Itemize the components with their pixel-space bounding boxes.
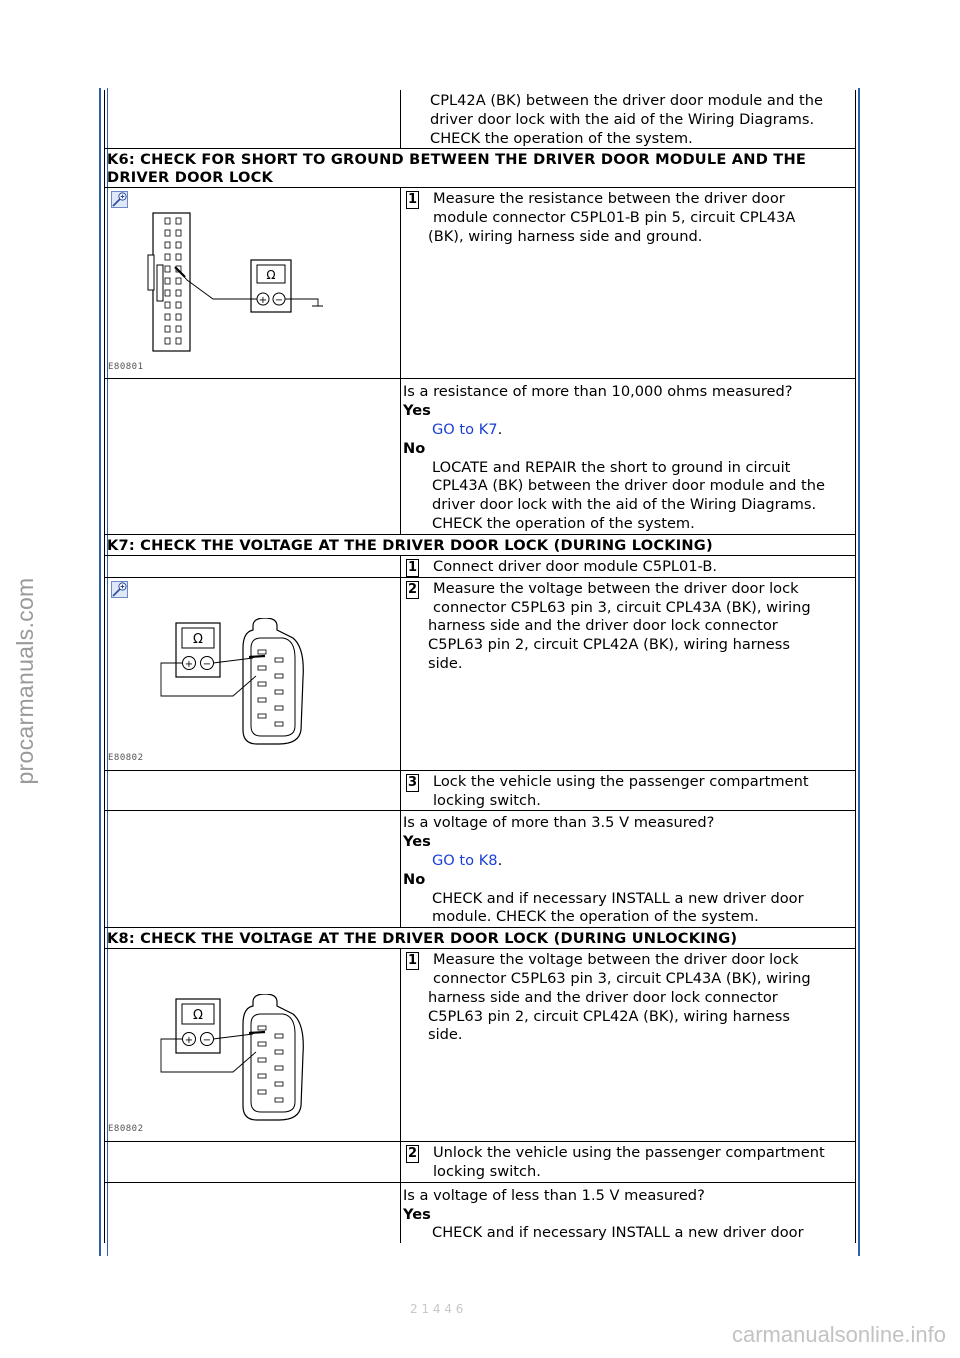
continued-text: CPL42A (BK) between the driver door module and the driver door lock with the aid of the Wiring Diagrams. CHECK the operation of the system. <box>430 92 823 147</box>
step-number: 2 <box>407 1146 418 1162</box>
k6-figure <box>105 188 401 378</box>
svg-text:Ω: Ω <box>193 1008 203 1024</box>
k6-step1-row <box>105 188 855 379</box>
side-watermark: procarmanuals.com <box>12 577 38 785</box>
k8-question-row <box>105 1183 855 1243</box>
k7-figure <box>105 578 401 770</box>
go-to-k7-link[interactable]: GO to K7 <box>432 420 498 438</box>
step-number: 3 <box>407 774 418 790</box>
bottom-watermark: carmanualsonline.info <box>731 1322 946 1347</box>
zoom-icon[interactable] <box>111 581 128 598</box>
step-number: 1 <box>407 953 418 969</box>
k8-step2-row <box>105 1142 855 1183</box>
connector-voltage-diagram <box>153 618 313 748</box>
svg-text:+: + <box>184 658 194 670</box>
k7-step2: 2 Measure the voltage between the driver door lock connector C5PL63 pin 3, circuit CPL43A (BK), wiring harness side and the driver door lock connector C5PL63 pin 2, circuit CPL42A (BK), wiring harness side. <box>407 579 811 672</box>
figure-id: E80802 <box>108 1124 144 1135</box>
k6-question-row <box>105 379 855 534</box>
zoom-icon[interactable] <box>111 191 128 208</box>
frame-line-right <box>858 88 860 1256</box>
svg-text:−: − <box>274 295 284 307</box>
figure-id: E80801 <box>108 361 144 372</box>
k6-step1: 1 Measure the resistance between the driver door module connector C5PL01-B pin 5, circuit CPL43A (BK), wiring harness side and ground. <box>407 190 796 245</box>
svg-text:+: + <box>184 1035 194 1047</box>
k8-step1: 1 Measure the voltage between the driver door lock connector C5PL63 pin 3, circuit CPL43A (BK), wiring harness side and the driver door lock connector C5PL63 pin 2, circuit CPL42A (BK), wiring harness side. <box>407 951 811 1044</box>
connector-resistance-diagram <box>143 210 323 355</box>
continued-row <box>105 90 855 149</box>
step-number: 1 <box>407 192 418 208</box>
k7-step3: 3 Lock the vehicle using the passenger compartment locking switch. <box>407 772 809 809</box>
svg-text:−: − <box>202 1035 212 1047</box>
k8-step2: 2 Unlock the vehicle using the passenger compartment locking switch. <box>407 1144 825 1180</box>
k6-heading: K6: CHECK FOR SHORT TO GROUND BETWEEN THE DRIVER DOOR MODULE AND THE DRIVER DOOR LOCK <box>105 149 855 188</box>
k7-step3-row <box>105 771 855 812</box>
svg-text:−: − <box>202 658 212 670</box>
k7-heading: K7: CHECK THE VOLTAGE AT THE DRIVER DOOR LOCK (DURING LOCKING) <box>105 535 855 556</box>
k7-step1: 1 Connect driver door module C5PL01-B. <box>407 557 718 575</box>
diagnostic-table <box>104 90 856 1243</box>
svg-text:+: + <box>258 295 268 307</box>
svg-text:Ω: Ω <box>193 631 203 647</box>
k8-question: Is a voltage of less than 1.5 V measured? Yes CHECK and if necessary INSTALL a new driver door <box>403 1186 804 1242</box>
go-to-k8-link[interactable]: GO to K8 <box>432 851 498 869</box>
svg-text:Ω: Ω <box>266 268 276 283</box>
k6-question: Is a resistance of more than 10,000 ohms measured? Yes GO to K7. No LOCATE and REPAIR the short to ground in circuit CPL43A (BK) between the driver door module and the driver door lock with the aid of the Wiring Diagrams. CHECK the operation of the system. <box>403 383 825 532</box>
figure-id: E80802 <box>108 752 144 763</box>
k7-question-row <box>105 811 855 928</box>
k8-figure <box>105 949 401 1141</box>
k8-step1-row <box>105 949 855 1142</box>
step-number: 1 <box>407 559 418 575</box>
page-number: 2 1 4 4 6 <box>410 1302 464 1316</box>
k8-heading: K8: CHECK THE VOLTAGE AT THE DRIVER DOOR LOCK (DURING UNLOCKING) <box>105 928 855 949</box>
k7-question: Is a voltage of more than 3.5 V measured? Yes GO to K8. No CHECK and if necessary INSTALL a new driver door module. CHECK the operation of the system. <box>403 814 804 926</box>
frame-line-left <box>99 88 101 1256</box>
step-number: 2 <box>407 581 418 597</box>
k7-step2-row <box>105 578 855 771</box>
connector-voltage-diagram <box>153 994 313 1124</box>
k7-step1-row <box>105 556 855 578</box>
